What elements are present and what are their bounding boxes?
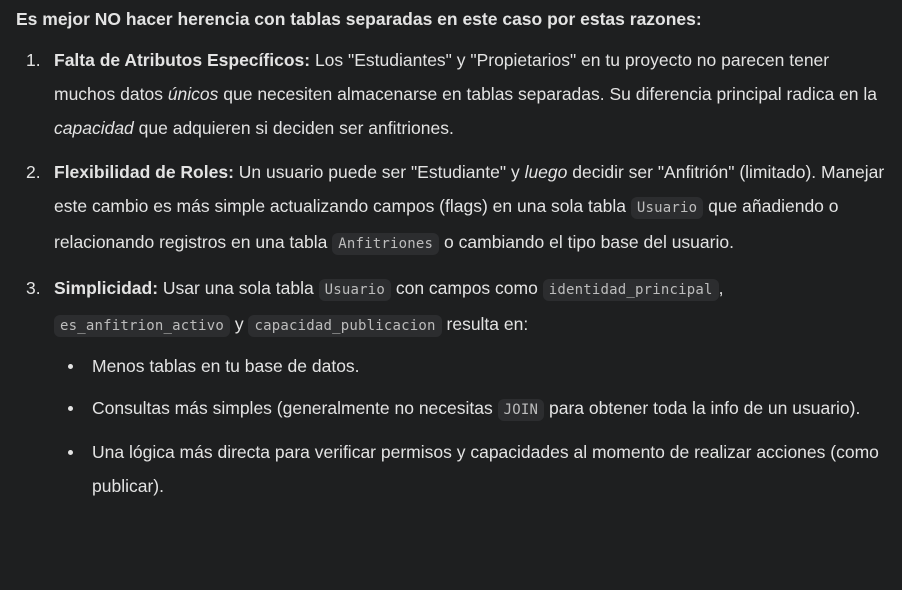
emphasis-text: capacidad (54, 118, 134, 138)
reasons-list (16, 43, 894, 503)
inline-code: capacidad_publicacion (248, 315, 441, 337)
inline-code: identidad_principal (543, 279, 719, 301)
reason-title: Flexibilidad de Roles: (54, 162, 234, 182)
reason-item-1 (16, 43, 894, 145)
inline-code: JOIN (498, 399, 545, 421)
bullet-item-2 (54, 391, 894, 427)
bullet-text: para obtener toda la info de un usuario). (544, 398, 861, 418)
inline-code: es_anfitrion_activo (54, 315, 230, 337)
reason-text: que adquieren si deciden ser anfitriones. (133, 118, 454, 138)
inline-code: Usuario (631, 197, 703, 219)
reason-text: decidir ser "Anfitrión" (limitado). Manejar este cambio es más simple actualizando campos (flags) en una sola tabla (54, 162, 885, 216)
reason-title: Simplicidad: (54, 278, 159, 298)
reason-text: Usar una sola tabla (158, 278, 319, 298)
section-heading: Es mejor NO hacer herencia con tablas separadas en este caso por estas razones: (16, 9, 702, 29)
reason-text: resulta en: (441, 314, 529, 334)
reason-text: Un usuario puede ser "Estudiante" y (233, 162, 525, 182)
list-number: 2. (26, 162, 41, 182)
reason-item-2 (16, 155, 894, 261)
inline-code: Anfitriones (332, 233, 439, 255)
reason-item-3 (16, 271, 894, 503)
reason-text: o cambiando el tipo base del usuario. (439, 232, 734, 252)
inline-code: Usuario (319, 279, 391, 301)
reason-text: , (718, 278, 724, 298)
reason-text: y (229, 314, 249, 334)
simplicity-bullets (54, 349, 894, 503)
list-number: 3. (26, 278, 41, 298)
bullet-item-1 (54, 349, 894, 383)
reason-text: que necesiten almacenarse en tablas separadas. Su diferencia principal radica en la (218, 84, 878, 104)
bullet-item-3 (54, 435, 894, 503)
emphasis-text: únicos (167, 84, 219, 104)
reason-text: que añadiendo o relacionando registros en una tabla (54, 196, 839, 252)
list-number: 1. (26, 50, 41, 70)
bullet-text: Menos tablas en tu base de datos. (92, 356, 360, 376)
reason-text: Los "Estudiantes" y "Propietarios" en tu proyecto no parecen tener muchos datos (54, 50, 830, 104)
emphasis-text: luego (524, 162, 568, 182)
bullet-dot-icon (68, 450, 73, 455)
bullet-text: Consultas más simples (generalmente no necesitas (92, 398, 498, 418)
reason-text: con campos como (390, 278, 543, 298)
reason-title: Falta de Atributos Específicos: (54, 50, 311, 70)
bullet-dot-icon (68, 364, 73, 369)
bullet-dot-icon (68, 406, 73, 411)
bullet-text: Una lógica más directa para verificar permisos y capacidades al momento de realizar acciones (como publicar). (92, 442, 879, 496)
